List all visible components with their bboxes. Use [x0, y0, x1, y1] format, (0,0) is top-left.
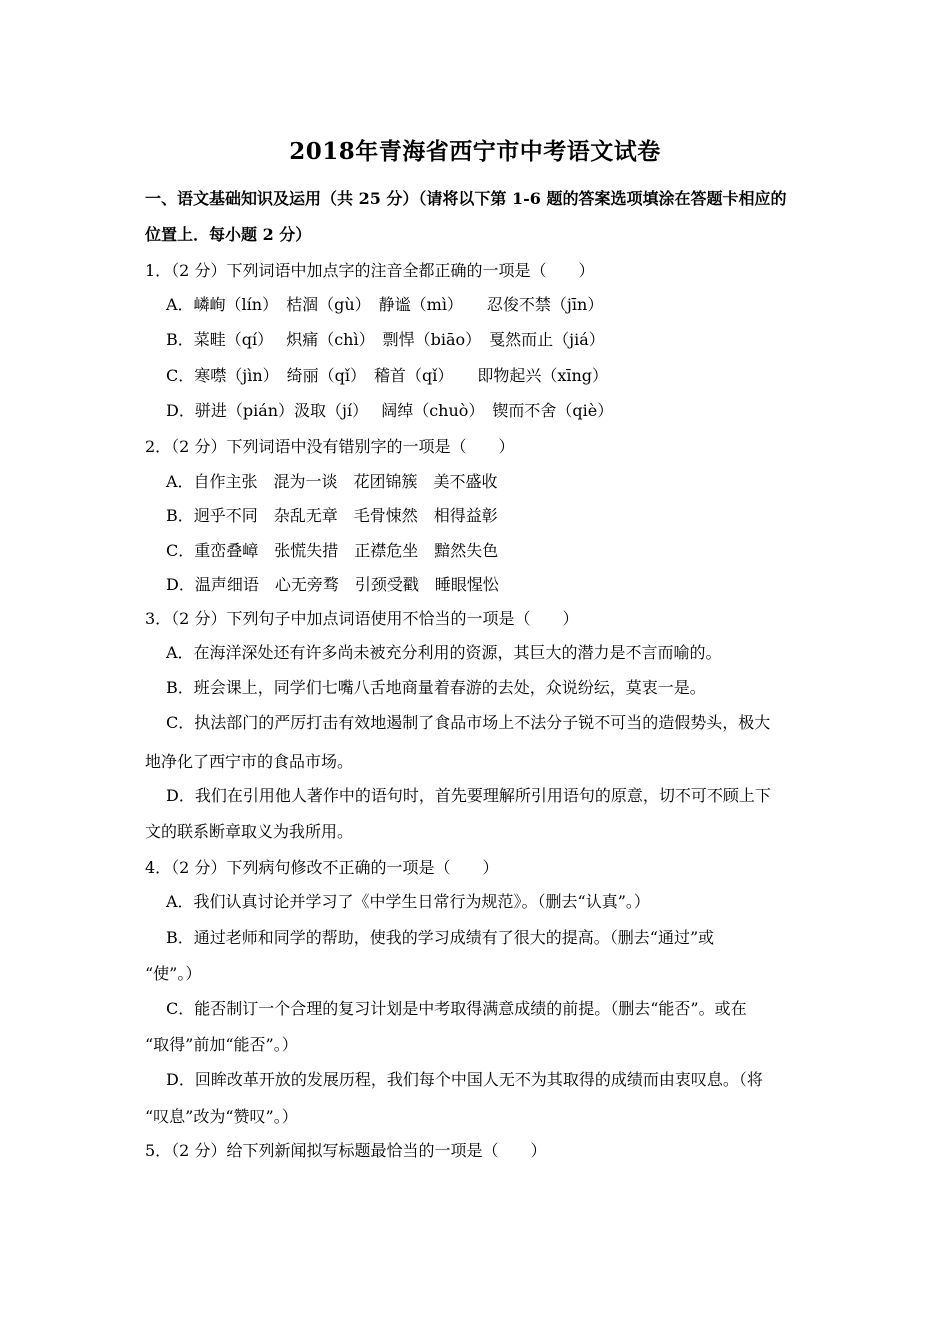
question-2-option-c: C．重峦叠嶂 张慌失措 正襟危坐 黯然失色 [166, 541, 499, 560]
question-3-option-c-continued: 地净化了西宁市的食品市场。 [145, 752, 354, 771]
question-4-option-d: D．回眸改革开放的发展历程，我们每个中国人无不为其取得的成绩而由衷叹息。（将 [166, 1070, 763, 1089]
question-4-option-c: C．能否制订一个合理的复习计划是中考取得满意成绩的前提。（删去“能否”。或在 [166, 999, 747, 1018]
question-2-option-d: D．温声细语 心无旁骛 引颈受戳 睡眼惺忪 [166, 575, 499, 594]
question-3-option-d: D．我们在引用他人著作中的语句时，首先要理解所引用语句的原意，切不可不顾上下 [166, 786, 771, 805]
question-3-option-d-continued: 文的联系断章取义为我所用。 [145, 822, 354, 841]
question-4-option-c-continued: “取得”前加“能否”。） [145, 1035, 298, 1054]
question-1-option-c: C．寒噤（jìn） 绮丽（qǐ） 稽首（qǐ） 即物起兴（xīng） [166, 366, 609, 385]
question-1-option-d: D．骈进（pián）汲取（jí） 阔绰（chuò） 锲而不舍（qiè） [166, 401, 614, 420]
section-heading-line-1: 一、语文基础知识及运用（共 25 分）（请将以下第 1-6 题的答案选项填涂在答题卡相应的 [145, 189, 787, 208]
question-3-stem: 3．（2 分）下列句子中加点词语使用不恰当的一项是（ ） [145, 609, 579, 628]
question-4-option-b: B．通过老师和同学的帮助，使我的学习成绩有了很大的提高。（删去“通过”或 [166, 928, 715, 947]
question-2-option-a: A．自作主张 混为一谈 花团锦簇 美不盛收 [166, 472, 498, 491]
question-1-option-b: B．菜畦（qí） 炽痛（chì） 剽悍（biāo） 戛然而止（jiá） [166, 330, 605, 349]
question-2-stem: 2．（2 分）下列词语中没有错别字的一项是（ ） [145, 437, 515, 456]
question-3-option-a: A．在海洋深处还有许多尚未被充分利用的资源，其巨大的潜力是不言而喻的。 [166, 643, 722, 662]
question-1-option-a: A．嶙峋（lín） 桔涸（gù） 静谧（mì） 忍俊不禁（jīn） [166, 295, 604, 314]
question-5-stem: 5．（2 分）给下列新闻拟写标题最恰当的一项是（ ） [145, 1141, 547, 1160]
question-4-option-a: A．我们认真讨论并学习了《中学生日常行为规范》。（删去“认真”。） [166, 892, 650, 911]
section-heading-line-2: 位置上．每小题 2 分） [145, 225, 312, 244]
question-4-stem: 4．（2 分）下列病句修改不正确的一项是（ ） [145, 858, 499, 877]
question-3-option-b: B．班会课上，同学们七嘴八舌地商量着春游的去处，众说纷纭，莫衷一是。 [166, 678, 706, 697]
question-1-stem: 1．（2 分）下列词语中加点字的注音全都正确的一项是（ ） [145, 261, 595, 280]
question-3-option-c: C．执法部门的严厉打击有效地遏制了食品市场上不法分子锐不可当的造假势头，极大 [166, 713, 771, 732]
question-2-option-b: B．迥乎不同 杂乱无章 毛骨悚然 相得益彰 [166, 506, 498, 525]
page-title: 2018年青海省西宁市中考语文试卷 [289, 138, 661, 165]
question-4-option-d-continued: “叹息”改为“赞叹”。） [145, 1107, 298, 1126]
question-4-option-b-continued: “使”。） [145, 964, 202, 983]
